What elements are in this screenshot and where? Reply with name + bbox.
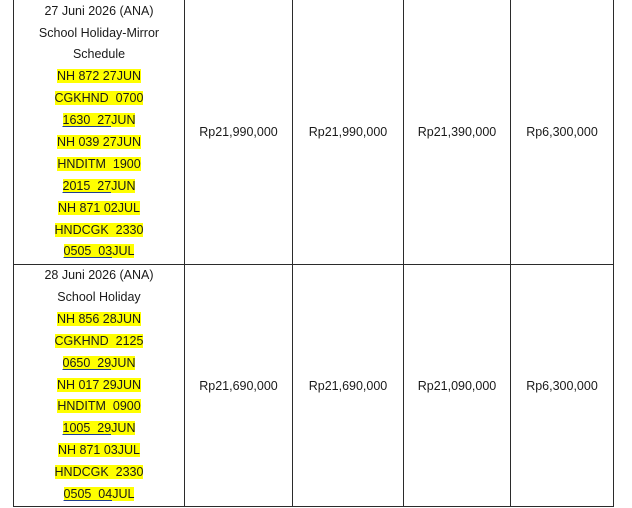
line-text: JUL xyxy=(112,487,135,501)
table-row xyxy=(14,265,614,507)
flight-segment-line xyxy=(63,176,136,198)
price-cell: Rp21,990,000 xyxy=(293,0,404,265)
schedule-heading-line xyxy=(57,287,140,309)
line-text: JUN xyxy=(111,421,136,436)
price-cell: Rp21,390,000 xyxy=(404,0,511,265)
flight-segment-line xyxy=(57,66,141,88)
line-text: NH 017 29JUN xyxy=(56,377,142,392)
line-text: JUL xyxy=(112,244,135,259)
line-text: HNDCGK 2330 xyxy=(54,222,144,237)
price-cell: Rp6,300,000 xyxy=(511,265,614,507)
line-text: 0505 04 xyxy=(63,487,113,501)
flight-segment-line xyxy=(55,462,144,484)
flight-segment-line xyxy=(57,132,141,154)
line-text: NH 871 02JUL xyxy=(58,200,140,215)
line-text: NH 871 03JUL xyxy=(58,443,140,458)
line-text: NH 039 27JUN xyxy=(56,135,142,149)
flight-schedule-lines xyxy=(14,265,184,506)
line-text: 28 Juni 2026 (ANA) xyxy=(44,268,154,283)
schedule-heading-line xyxy=(73,44,125,66)
flight-schedule-lines xyxy=(14,1,184,264)
line-text: 0505 03 xyxy=(63,244,113,259)
line-text: Schedule xyxy=(72,47,126,62)
fare-table xyxy=(13,0,614,507)
flight-segment-line xyxy=(58,440,140,462)
line-text: CGKHND 2125 xyxy=(54,333,144,348)
price-cell: Rp21,090,000 xyxy=(404,265,511,507)
flight-segment-line xyxy=(55,88,144,110)
line-text: NH 856 28JUN xyxy=(56,311,142,326)
flight-segment-line xyxy=(63,418,136,440)
flight-segment-line xyxy=(55,331,144,353)
flight-segment-line xyxy=(57,396,140,418)
table-row xyxy=(14,0,614,265)
flight-segment-line xyxy=(64,484,135,506)
line-text: School Holiday xyxy=(57,289,141,304)
flight-segment-line xyxy=(63,110,136,132)
flight-segment-line xyxy=(55,220,144,242)
schedule-heading-line xyxy=(44,265,153,287)
line-text: NH 872 27JUN xyxy=(56,69,142,84)
line-text: 0650 29 xyxy=(62,355,112,370)
flight-segment-line xyxy=(58,198,140,220)
flight-segment-line xyxy=(57,309,141,331)
price-cell: Rp21,990,000 xyxy=(185,0,293,265)
line-text: 2015 27 xyxy=(62,178,112,193)
price-cell: Rp21,690,000 xyxy=(185,265,293,507)
flight-segment-line xyxy=(63,353,136,375)
line-text: JUN xyxy=(111,355,136,370)
line-text: CGKHND 0700 xyxy=(54,91,144,106)
line-text: 1005 29 xyxy=(62,421,112,436)
flight-segment-line xyxy=(64,241,135,263)
line-text: 1630 27 xyxy=(62,113,112,128)
line-text: JUN xyxy=(111,178,136,193)
price-cell: Rp21,690,000 xyxy=(293,265,404,507)
flight-segment-line xyxy=(57,375,141,397)
line-text: 27 Juni 2026 (ANA) xyxy=(44,3,154,18)
flight-segment-line xyxy=(57,154,140,176)
flight-schedule-cell xyxy=(14,0,185,265)
flight-schedule-cell xyxy=(14,265,185,507)
schedule-heading-line xyxy=(39,23,159,45)
line-text: JUN xyxy=(111,113,136,128)
line-text: HNDITM 1900 xyxy=(57,156,141,171)
price-cell: Rp6,300,000 xyxy=(511,0,614,265)
line-text: School Holiday-Mirror xyxy=(38,25,160,40)
line-text: HNDCGK 2330 xyxy=(54,465,144,480)
line-text: HNDITM 0900 xyxy=(57,399,141,414)
schedule-heading-line xyxy=(44,1,153,23)
